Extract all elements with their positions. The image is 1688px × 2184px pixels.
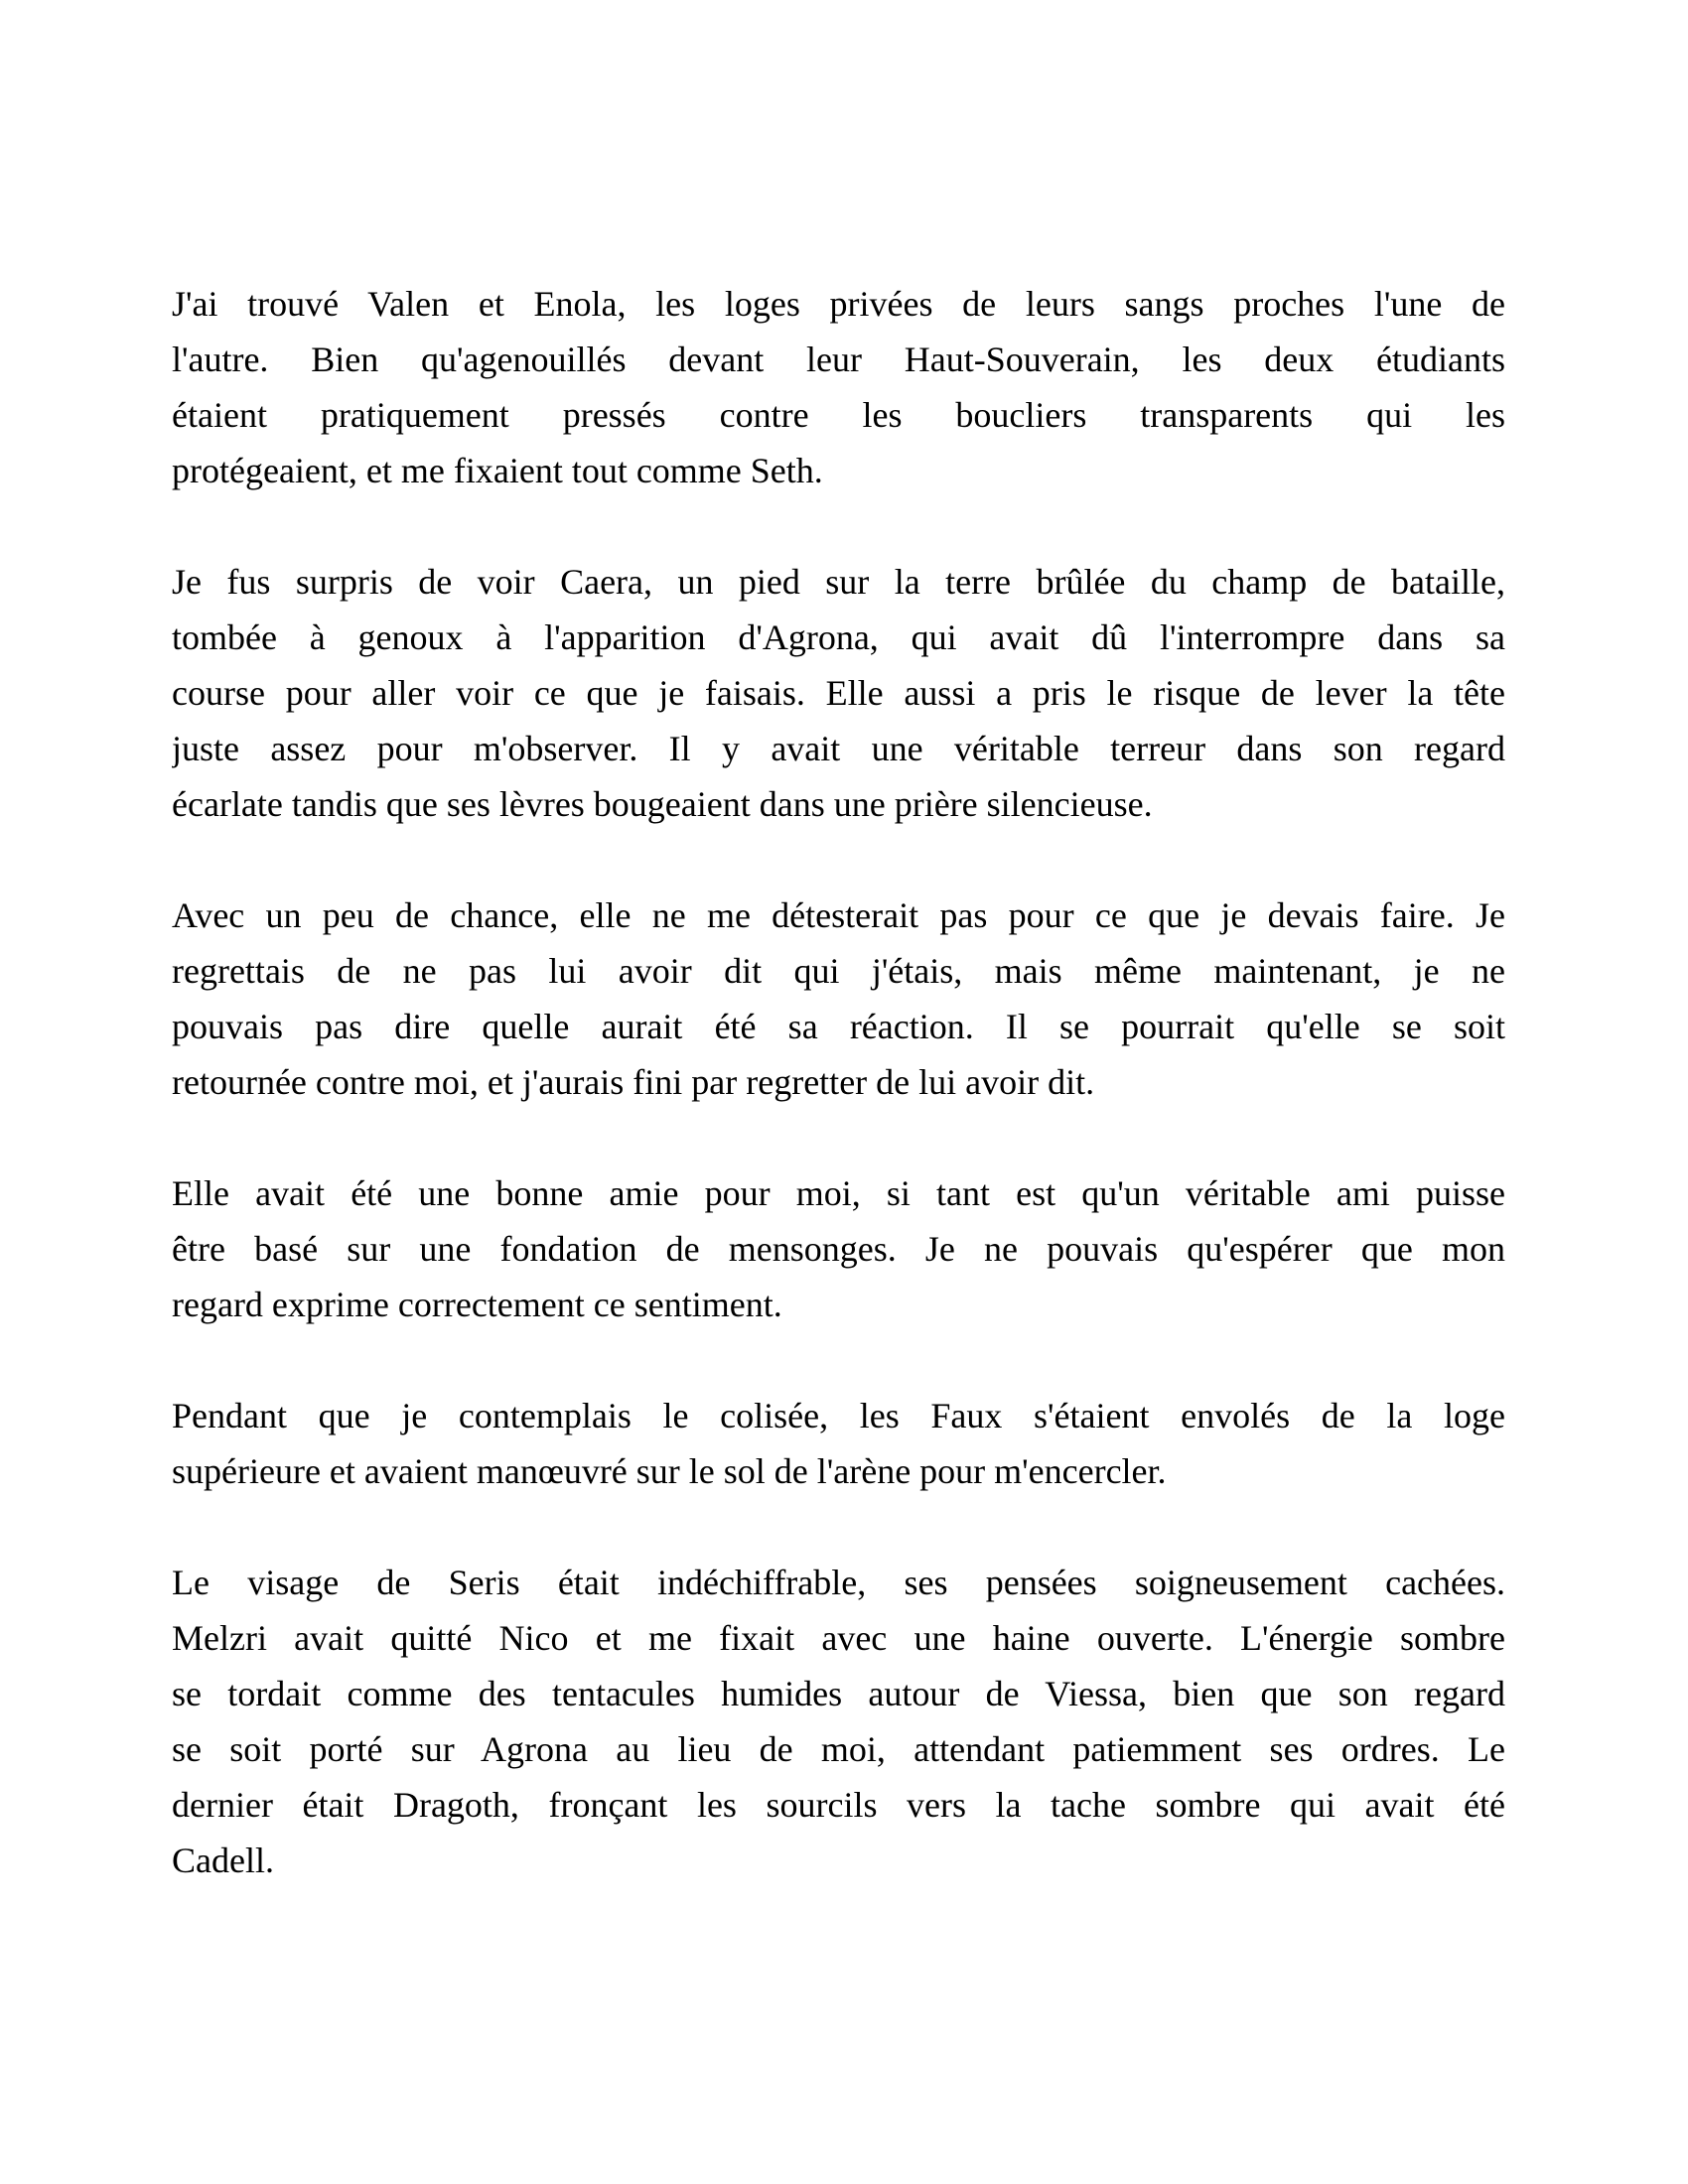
text-content <box>172 276 1505 1888</box>
text-line: regard exprime correctement ce sentiment. <box>172 1285 782 1324</box>
text-line: pouvais pas dire quelle aurait été sa réaction. Il se pourrait qu'elle se soit <box>172 1007 1505 1046</box>
paragraph <box>172 1165 1505 1332</box>
paragraph <box>172 1555 1505 1888</box>
text-line: juste assez pour m'observer. Il y avait une véritable terreur dans son regard <box>172 729 1505 768</box>
text-line: se soit porté sur Agrona au lieu de moi, attendant patiemment ses ordres. Le <box>172 1729 1505 1769</box>
text-line: protégeaient, et me fixaient tout comme Seth. <box>172 451 823 490</box>
text-line: se tordait comme des tentacules humides autour de Viessa, bien que son regard <box>172 1674 1505 1713</box>
text-line: tombée à genoux à l'apparition d'Agrona, qui avait dû l'interrompre dans sa <box>172 617 1505 657</box>
text-line: Avec un peu de chance, elle ne me détesterait pas pour ce que je devais faire. Je <box>172 895 1505 935</box>
paragraph <box>172 1388 1505 1499</box>
text-line: écarlate tandis que ses lèvres bougeaient dans une prière silencieuse. <box>172 784 1153 824</box>
text-line: Le visage de Seris était indéchiffrable, ses pensées soigneusement cachées. <box>172 1563 1505 1602</box>
text-line: Pendant que je contemplais le colisée, les Faux s'étaient envolés de la loge <box>172 1396 1505 1435</box>
paragraph <box>172 554 1505 832</box>
text-line: dernier était Dragoth, fronçant les sourcils vers la tache sombre qui avait été <box>172 1785 1505 1825</box>
text-line: regrettais de ne pas lui avoir dit qui j'étais, mais même maintenant, je ne <box>172 951 1505 991</box>
text-line: étaient pratiquement pressés contre les boucliers transparents qui les <box>172 395 1505 435</box>
text-line: Cadell. <box>172 1841 274 1880</box>
text-line: Melzri avait quitté Nico et me fixait avec une haine ouverte. L'énergie sombre <box>172 1618 1505 1658</box>
text-line: l'autre. Bien qu'agenouillés devant leur Haut-Souverain, les deux étudiants <box>172 340 1505 379</box>
paragraph <box>172 887 1505 1110</box>
text-line: être basé sur une fondation de mensonges. Je ne pouvais qu'espérer que mon <box>172 1229 1505 1269</box>
paragraph <box>172 276 1505 498</box>
text-line: course pour aller voir ce que je faisais. Elle aussi a pris le risque de lever la tête <box>172 673 1505 713</box>
text-line: J'ai trouvé Valen et Enola, les loges privées de leurs sangs proches l'une de <box>172 284 1505 324</box>
text-line: Je fus surpris de voir Caera, un pied sur la terre brûlée du champ de bataille, <box>172 562 1505 602</box>
text-line: retournée contre moi, et j'aurais fini par regretter de lui avoir dit. <box>172 1062 1095 1102</box>
text-line: supérieure et avaient manœuvré sur le sol de l'arène pour m'encercler. <box>172 1451 1167 1491</box>
text-line: Elle avait été une bonne amie pour moi, si tant est qu'un véritable ami puisse <box>172 1173 1505 1213</box>
